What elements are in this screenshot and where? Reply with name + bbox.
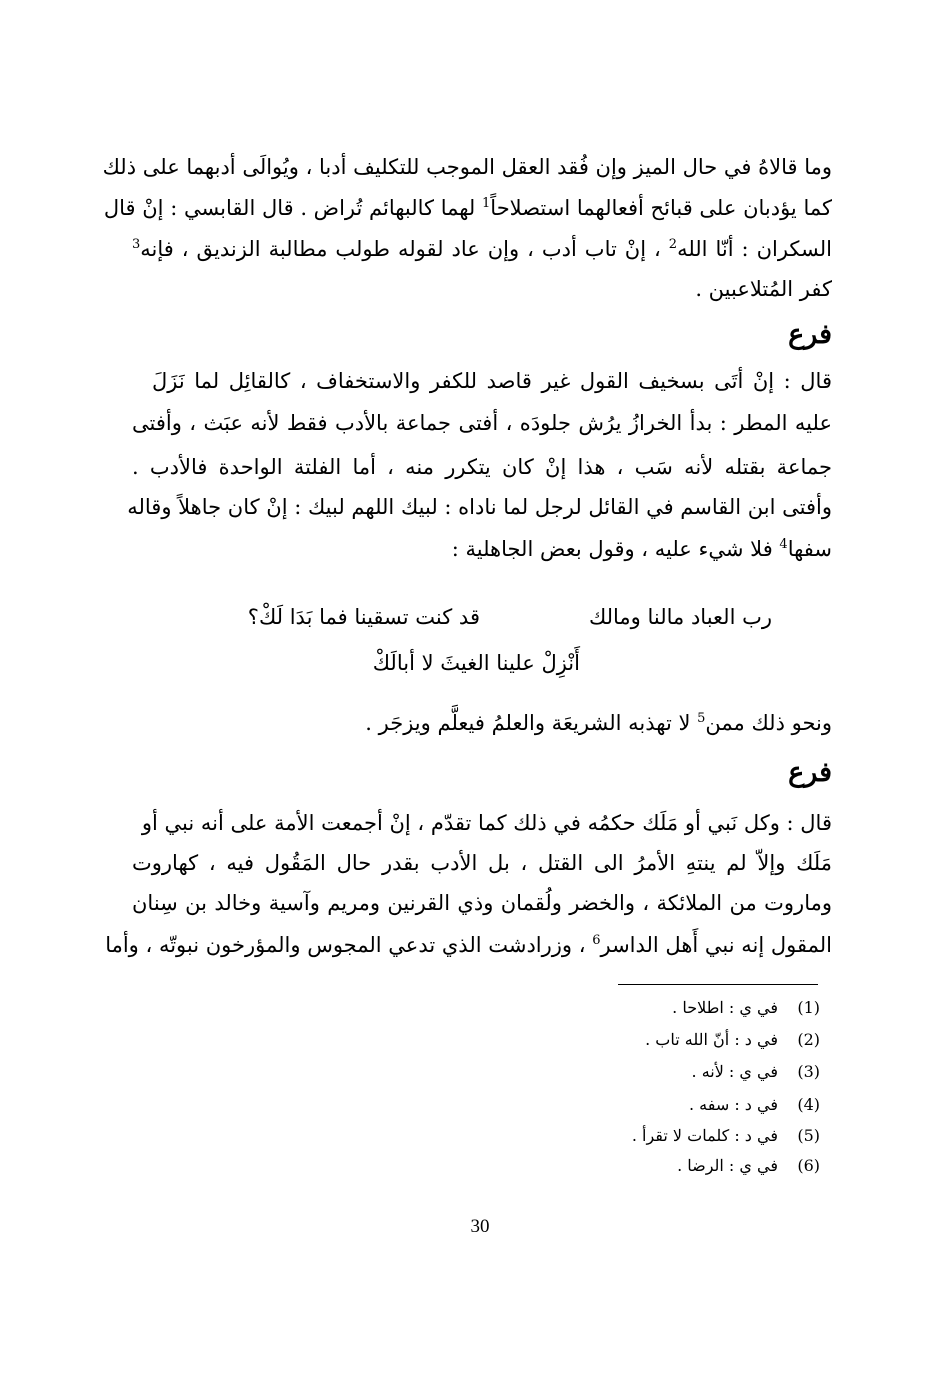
text-span: لهما كالبهائم تُراض . قال القابسي : إنْ قال	[103, 196, 476, 220]
text-line: جماعة بقتله لأنه سَب ، هذا إنْ كان يتكرر منه ، أما الفلتة الواحدة فالأدب .	[132, 455, 832, 479]
footnote	[689, 1094, 820, 1116]
footnote	[692, 1061, 820, 1083]
text-span: السكران : أنّا الله	[677, 237, 832, 261]
text-span: ، وزرادشت الذي تدعي المجوس والمؤرخون نبوتّه ، وأما	[105, 933, 586, 957]
footnote-ref: 4	[779, 537, 788, 552]
text-span: كما يؤدبان على قبائح أفعالهما استصلاحاً	[490, 196, 832, 220]
footnote-number: (6)	[797, 1156, 820, 1175]
footnote-text: في د : كلمات لا تقرأ .	[631, 1126, 778, 1145]
verse-hemistich: قد كنت تسقينا فما بَدَا لَكْ؟	[247, 605, 480, 629]
text-line: قال : وكل نَبي أو مَلَك حكمُه في ذلك كما تقدّم ، إنْ أجمعت الأمة على أنه نبي أو	[141, 811, 832, 835]
page-number: 30	[470, 1216, 490, 1237]
text-span: ونحو ذلك ممن	[705, 711, 832, 735]
footnote-ref: 2	[668, 237, 678, 252]
verse-line: أَنْزِلْ علينا الغيثَ لا أبالَكْ	[372, 651, 580, 675]
text-line: عليه المطر : بدأ الخرازُ يرُش جلودَه ، أفتى جماعة بالأدب فقط لأنه عبَث ، وأفتى	[132, 411, 832, 435]
text-line	[132, 534, 832, 564]
text-span: لا تهذبه الشريعَة والعلمُ فيعلَّم ويزجَر .	[365, 711, 691, 735]
text-line: مَلَك وإلاّ لم ينتهِ الأمرُ الى القتل ، بل الأدب بقدر حال المَقُول فيه ، كهاروت	[132, 851, 832, 875]
footnote-text: في ي : اطلاحا .	[672, 998, 778, 1017]
section-heading: فرع	[788, 757, 832, 788]
text-span: المقول إنه نبي أَهل الداسر	[600, 933, 832, 957]
footnote-number: (2)	[797, 1030, 820, 1049]
text-line	[103, 193, 832, 223]
text-line	[132, 708, 832, 738]
text-line: قال : إنْ أتَى بسخيف القول غير قاصد للكفر والاستخفاف ، كالقائِل لما نَزَلَ	[152, 369, 832, 393]
text-line	[132, 234, 832, 264]
text-span: سفها	[787, 537, 832, 561]
footnote	[672, 997, 820, 1019]
footnote-divider	[618, 984, 818, 985]
footnote-ref: 5	[697, 711, 706, 726]
section-heading: فرع	[788, 319, 832, 350]
footnote-text: في د : سفه .	[688, 1095, 778, 1114]
footnote	[645, 1029, 820, 1051]
footnote-text: في ي : لأنه .	[691, 1062, 778, 1081]
text-line	[105, 930, 832, 960]
text-line: وما قالاهُ في حال الميز وإن فُقد العقل الموجب للتكليف أدبا ، ويُوالَى أدبهما على ذلك	[102, 155, 832, 179]
footnote-text: في د : أنّ الله تاب .	[645, 1030, 778, 1049]
footnote	[632, 1125, 820, 1147]
text-line: كفر المُتلاعبين .	[695, 277, 832, 301]
footnote-ref: 3	[132, 237, 141, 252]
footnote-number: (3)	[797, 1062, 820, 1081]
footnote-number: (5)	[797, 1126, 820, 1145]
verse-hemistich: رب العباد مالنا ومالك	[588, 605, 772, 629]
text-span: فلا شيء عليه ، وقول بعض الجاهلية :	[451, 537, 773, 561]
footnote-number: (4)	[797, 1095, 820, 1114]
footnote-number: (1)	[797, 998, 820, 1017]
text-line: وأفتى ابن القاسم في القائل لرجل لما ناداه : لبيك اللهم لبيك : إنْ كان جاهلاً وقاله	[127, 495, 832, 519]
text-line: وماروت من الملائكة ، والخضر ولُقمان وذي القرنين ومريم وآسية وخالد بن سِنان	[132, 891, 832, 915]
footnote-ref: 6	[592, 933, 601, 948]
footnote-text: في ي : الرضا .	[677, 1156, 778, 1175]
footnote	[677, 1155, 820, 1177]
footnote-ref: 1	[482, 196, 491, 211]
text-span: ، إنْ تاب أدب ، وإن عاد لقوله طولب مطالبة الزنديق ، فإنه	[140, 237, 661, 261]
